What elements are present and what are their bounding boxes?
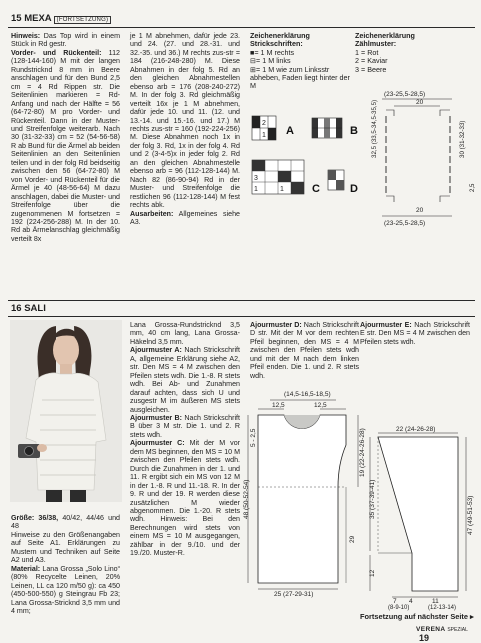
chart-b-grid	[312, 118, 342, 138]
chart-b-label: B	[350, 125, 358, 137]
paragraph: Material: Lana Grossa „Solo Lino“ (80% Recycelte Leinen, 20% Leinen, LL ca 120 m/50 g): ca 450 (450-500-550) g Steingrau Fb 23; Lana Grossa-Stricknd 3,5 mm und 4 mm;	[11, 564, 120, 615]
continue-note: Fortsetzung auf nächster Seite ▸	[360, 612, 474, 621]
svg-text:5 - 2,5: 5 - 2,5	[250, 428, 257, 447]
svg-text:(23-25,5-28,5): (23-25,5-28,5)	[384, 91, 426, 98]
chart-a-grid	[252, 116, 276, 140]
paragraph: Ajourmuster C: Mit der M vor dem MS beginnen, den MS = 10 M zwischen den Pfeilen stets wdh. Durch die Zunahmen in der 1. und 11. R ergibt sich ein MS von 12 M in der 1.-8. R und 11.-18. R. In der 9. R und der 19. R werden diese zusätzlichen M wieder abgenommen. Die 1.-20. R stets wdh. Hinweis: Bei den Berechnungen wird stets von einem MS = 10 M ausgegangen, zählbar in der 9./10. und der 19./20. Muster-R.	[130, 439, 240, 558]
paragraph: Vorder- und Rückenteil: 112 (128-144-160) M mit der langen Rundstricknd 8 mm in Beere anschlagen und für den Bund 2,5 cm = 4 Rd Rippen str. Die Seitenlinien markieren = Rd-Anfang und nach der Hälfte = 56 (64-72-80) M pro Vorder- und Rückenteil. Dann in der Muster- und Streifenfolge weiterarb. Nach 30 (31-32-33) cm = 52 (54-56-58) R ab Bund für die Ärmel ab beiden Seitenlinien an den Seitenlinien teilen und in der folg Rd beidseitig zwischen den 56 (64-72-80) M von Vorder- und Rückenteil für die Ärmel je 40 (48-56-64) M dazu anschlagen, dabei die Muster- und Streifenfolge über die zugenommenen M fortsetzen = 192 (224-256-288) M. In der 10. Rd ab Ärmelanschlag gleichmäßig verteilt 8x	[11, 48, 120, 243]
section-15-header: 15 MEXA (FORTSETZUNG)	[11, 13, 111, 24]
legend-item: ⊞= 1 M wie zum Linksstr abheben, Faden liegt hinter der M	[250, 64, 350, 91]
svg-text:20: 20	[416, 207, 424, 214]
svg-text:20: 20	[416, 99, 424, 106]
sec15-col2	[130, 32, 240, 226]
svg-text:1: 1	[280, 186, 284, 193]
svg-text:4: 4	[409, 598, 413, 605]
svg-text:12,5: 12,5	[314, 402, 327, 409]
paragraph: Hinweise zu den Größenangaben auf Seite A1. Erklärungen zu Mustern und Techniken auf Seite A2 und A3.	[11, 530, 120, 565]
svg-text:12,5: 12,5	[272, 402, 285, 409]
svg-text:12: 12	[369, 569, 376, 577]
legend-item: 1 = Rot	[355, 47, 379, 57]
legend-item: 3 = Beere	[355, 64, 387, 74]
sec15-schematic	[371, 88, 478, 233]
svg-text:(23-25,5-28,5): (23-25,5-28,5)	[384, 220, 426, 227]
paragraph: Größe: 36/38, 40/42, 44/46 und 48	[11, 514, 120, 531]
svg-text:25 (27-29-31): 25 (27-29-31)	[274, 591, 314, 598]
legend-item: 2 = Kaviar	[355, 56, 388, 66]
svg-text:3: 3	[254, 175, 258, 182]
sleeve-schematic	[362, 423, 478, 609]
svg-text:(12-13-14): (12-13-14)	[428, 605, 457, 611]
svg-text:48 (50-52-54): 48 (50-52-54)	[243, 479, 250, 519]
svg-text:7: 7	[393, 598, 397, 605]
sec16-col1	[11, 514, 120, 615]
chart-c-label: C	[312, 183, 320, 195]
model-photo	[10, 320, 122, 502]
paragraph: Ajourmuster E: Nach Strickschrift E str. Den MS = 4 M zwischen den Pfeilen stets wdh.	[360, 321, 470, 346]
svg-text:2,5: 2,5	[470, 183, 476, 192]
sec16-col3-left	[250, 321, 359, 380]
svg-text:1: 1	[262, 132, 266, 139]
svg-text:11: 11	[432, 598, 439, 605]
svg-text:(14,5-16,5-18,5): (14,5-16,5-18,5)	[284, 391, 331, 398]
svg-text:35 (37-39-41): 35 (37-39-41)	[369, 479, 376, 519]
svg-text:22 (24-26-28): 22 (24-26-28)	[396, 426, 436, 433]
paragraph: je 1 M abnehmen, dafür jede 23. und 24. (27. und 28.-31. und 32.-35. und 36.) M rechts zus-str = 184 (216-248-280) M. Diese Abnahmen in der folg 5. Rd an den gleichen Abnahmestellen ebenso arb = 176 (208-240-272) M. In der folg 3. Rd gleichmäßig verteilt 16x je 1 M abnehmen, dafür jede 10. und 11. (12. und 13.-14. und 15.-16. und 17.) M rechts zus-str = 160 (192-224-256) M. Diese Abnahmen noch 1x in der folg 3. Rd, 1x in der folg 4. Rd und 2 (3-4-5)x in jeder folg 2. Rd an den gleichen Abnahmestelle ebenso arb = 96 (112-128-144) M. Nach 82 (86-90-94) Rd in der Muster- und Streifenfolge die restlichen 96 (112-128-144) M fest rechts abk.	[130, 32, 240, 210]
svg-text:32,5 (33,5-34,5-35,5): 32,5 (33,5-34,5-35,5)	[371, 99, 378, 158]
svg-text:29: 29	[349, 535, 356, 543]
chart-d-label: D	[350, 183, 358, 195]
sec16-col2	[130, 321, 240, 558]
paragraph: Ajourmuster B: Nach Strickschrift B über 3 M str. Die 1. und 2. R stets wdh.	[130, 413, 241, 439]
svg-text:19 (22-24-26-28): 19 (22-24-26-28)	[359, 428, 366, 477]
chart-c-grid	[252, 160, 304, 194]
chart-a-label: A	[286, 125, 294, 137]
legend-item: ⊟= 1 M links	[250, 56, 291, 66]
legend-item: ■= 1 M rechts	[250, 47, 295, 57]
svg-text:2: 2	[262, 120, 266, 127]
legend-zaehlmuster: Zeichenerklärung Zählmuster: 1 = Rot 2 = Kaviar 3 = Beere	[355, 32, 465, 74]
svg-text:1: 1	[254, 186, 258, 193]
paragraph: Ajourmuster D: Nach Strickschrift D str. Mit der M vor dem rechten Pfeil beginnen, den MS = 4 M zwischen den Pfeilen stets wdh und mit der M nach dem linken Pfeil enden. Die 1. und 2. R stets wdh.	[250, 321, 359, 380]
sec15-col1	[11, 32, 120, 243]
paragraph: Ausarbeiten: Allgemeines siehe A3.	[130, 209, 240, 226]
footer: VERENA SPEZIAL 19	[416, 626, 468, 643]
svg-text:(8-9-10): (8-9-10)	[388, 605, 410, 611]
chart-d-grid	[328, 170, 344, 190]
body-schematic	[240, 385, 372, 597]
chart-grids	[250, 112, 370, 212]
section-16-header: 16 SALI	[11, 303, 46, 314]
paragraph: Hinweis: Das Top wird in einem Stück in Rd gestr.	[11, 32, 120, 49]
paragraph: Ajourmuster A: Nach Strickschrift A, allgemeine Erklärung siehe A2, str. Den MS = 4 M zwischen den Pfeilen stets wdh. Die 1.-8. R stets wdh. Bei Ab- und Zunahmen darauf achten, dass sich U und zusgestr M im äußeren MS stets ausgleichen.	[130, 346, 240, 414]
svg-text:30 (31-32-33): 30 (31-32-33)	[459, 120, 466, 158]
paragraph: Lana Grossa-Rundstricknd 3,5 mm, 40 cm lang, Lana Grossa-Häkelnd 3,5 mm.	[130, 321, 240, 346]
sec16-col3-right	[360, 321, 470, 346]
svg-text:47 (49-51-53): 47 (49-51-53)	[467, 495, 474, 535]
legend-strickschrift: Zeichenerklärung Strickschriften: ■= 1 M rechts ⊟= 1 M links ⊞= 1 M wie zum Linksstr abheben, Faden liegt hinter der M	[250, 32, 355, 91]
